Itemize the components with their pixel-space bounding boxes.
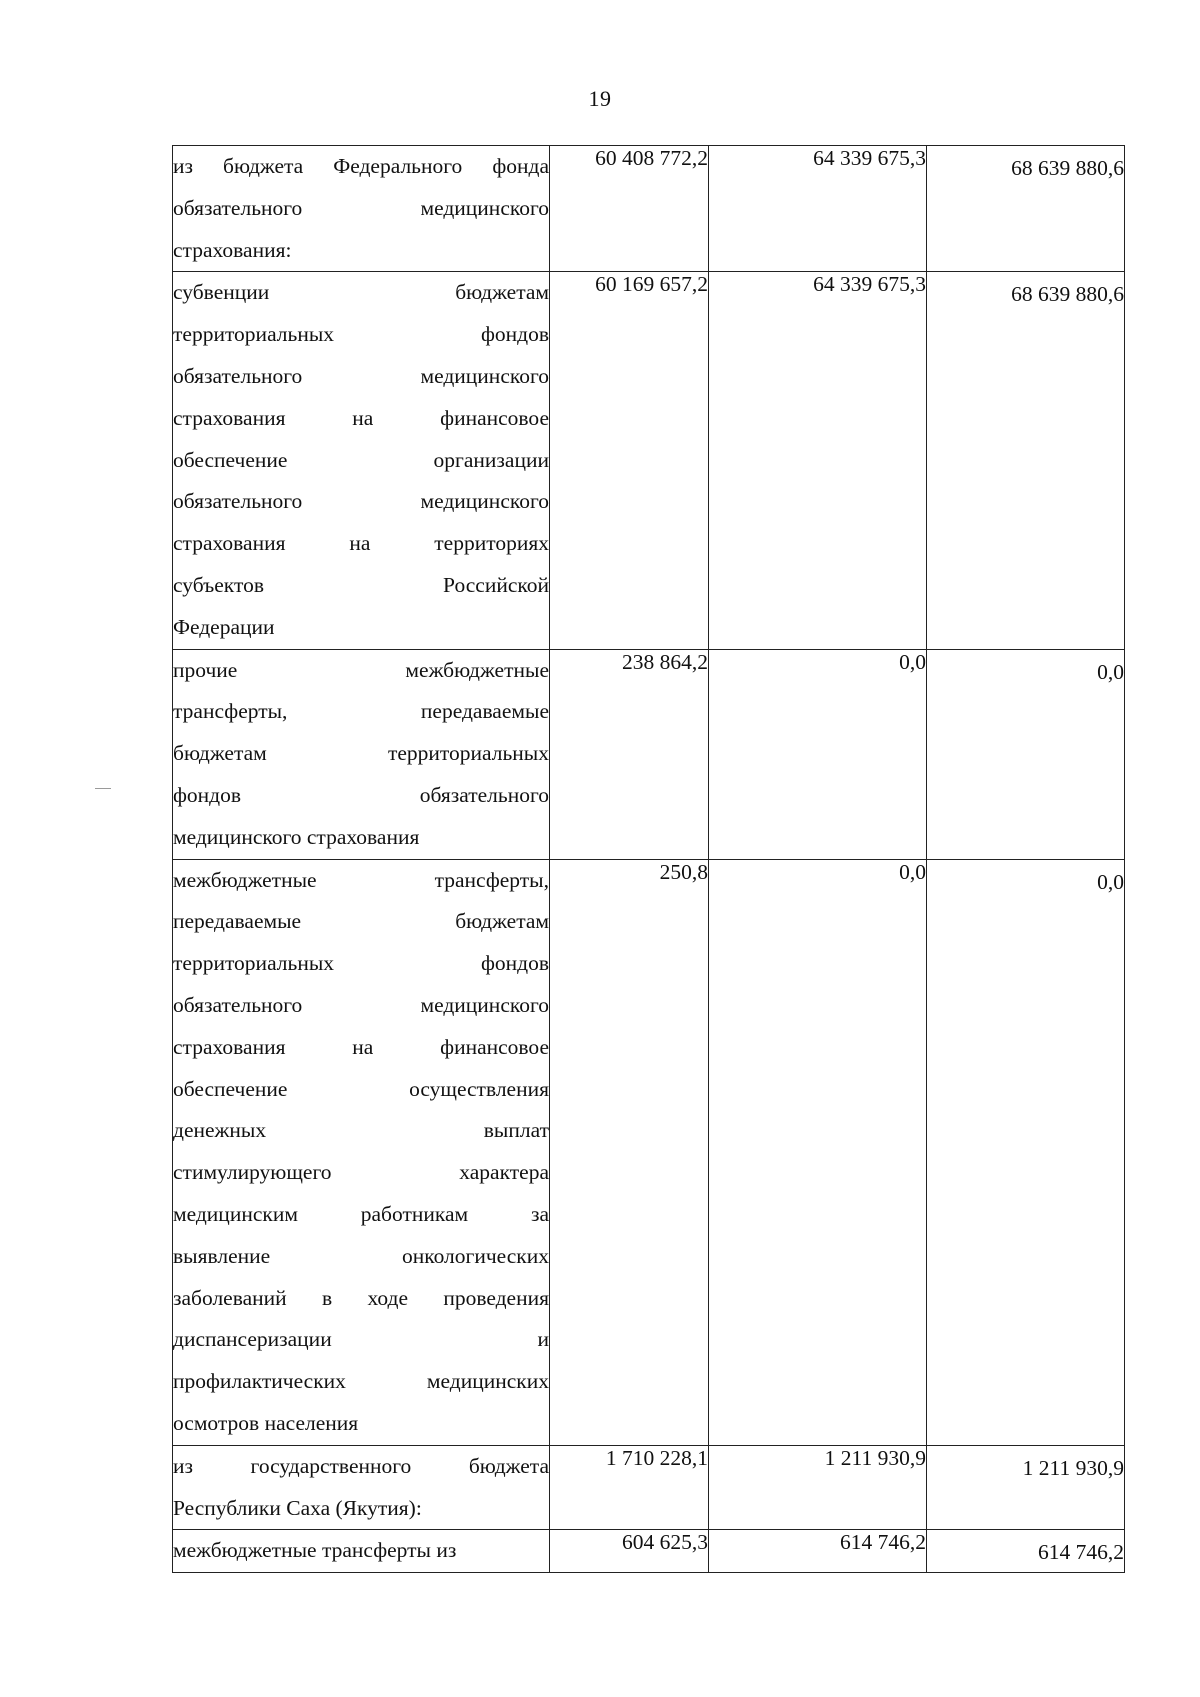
row-description <box>173 272 550 649</box>
description-line: Республики Саха (Якутия): <box>173 1495 422 1520</box>
description-line: обязательного медицинского <box>173 195 549 220</box>
description-line: обязательного медицинского <box>173 489 549 514</box>
description-line: обеспечение осуществления <box>173 1076 549 1101</box>
value-cell-1: 60 169 657,2 <box>550 272 709 649</box>
value-cell-3: 68 639 880,6 <box>927 272 1125 649</box>
row-description <box>173 1530 550 1573</box>
description-line: обеспечение организации <box>173 447 549 472</box>
table-row <box>173 859 1125 1445</box>
value-cell-3: 614 746,2 <box>927 1530 1125 1573</box>
description-line: обязательного медицинского <box>173 363 549 388</box>
description-line: страхования на территориях <box>173 531 549 556</box>
description-line: передаваемые бюджетам <box>173 909 549 934</box>
description-line: диспансеризации и <box>173 1327 549 1352</box>
description-line: территориальных фондов <box>173 322 549 347</box>
description-line: бюджетам территориальных <box>173 741 549 766</box>
table-row <box>173 1445 1125 1530</box>
value-cell-1: 60 408 772,2 <box>550 146 709 272</box>
description-line: прочие межбюджетные <box>173 657 549 682</box>
row-description <box>173 859 550 1445</box>
description-line: обязательного медицинского <box>173 992 549 1017</box>
description-line: субъектов Российской <box>173 572 549 597</box>
description-line: страхования: <box>173 237 292 262</box>
description-line: денежных выплат <box>173 1118 549 1143</box>
value-cell-1: 238 864,2 <box>550 649 709 859</box>
row-description <box>173 1445 550 1530</box>
value-cell-1: 604 625,3 <box>550 1530 709 1573</box>
description-line: стимулирующего характера <box>173 1160 549 1185</box>
value-cell-2: 0,0 <box>709 649 927 859</box>
budget-table <box>172 145 1125 1573</box>
description-line: межбюджетные трансферты, <box>173 867 549 892</box>
description-line: страхования на финансовое <box>173 1034 549 1059</box>
value-cell-3: 0,0 <box>927 859 1125 1445</box>
description-line: фондов обязательного <box>173 782 549 807</box>
description-line: заболеваний в ходе проведения <box>173 1285 549 1310</box>
row-description <box>173 649 550 859</box>
description-line: медицинского страхования <box>173 824 420 849</box>
value-cell-2: 1 211 930,9 <box>709 1445 927 1530</box>
value-cell-1: 1 710 228,1 <box>550 1445 709 1530</box>
description-line: из государственного бюджета <box>173 1453 549 1478</box>
margin-mark <box>95 788 111 789</box>
page-number: 19 <box>588 86 612 111</box>
description-line: профилактических медицинских <box>173 1369 549 1394</box>
description-line: из бюджета Федерального фонда <box>173 154 549 178</box>
value-cell-3: 1 211 930,9 <box>927 1445 1125 1530</box>
value-cell-2: 64 339 675,3 <box>709 272 927 649</box>
budget-table-body <box>173 146 1125 1573</box>
description-line: территориальных фондов <box>173 951 549 976</box>
description-line: медицинским работникам за <box>173 1201 549 1226</box>
description-line: межбюджетные трансферты из <box>173 1538 457 1563</box>
value-cell-3: 0,0 <box>927 649 1125 859</box>
table-row <box>173 649 1125 859</box>
description-line: осмотров населения <box>173 1410 359 1435</box>
description-line: выявление онкологических <box>173 1243 549 1268</box>
description-line: страхования на финансовое <box>173 405 549 430</box>
table-row <box>173 1530 1125 1573</box>
value-cell-2: 0,0 <box>709 859 927 1445</box>
value-cell-1: 250,8 <box>550 859 709 1445</box>
description-line: субвенции бюджетам <box>173 280 549 305</box>
row-description <box>173 146 550 272</box>
value-cell-2: 614 746,2 <box>709 1530 927 1573</box>
table-row <box>173 146 1125 272</box>
table-row <box>173 272 1125 649</box>
value-cell-3: 68 639 880,6 <box>927 146 1125 272</box>
description-line: трансферты, передаваемые <box>173 699 549 724</box>
description-line: Федерации <box>173 614 275 639</box>
value-cell-2: 64 339 675,3 <box>709 146 927 272</box>
